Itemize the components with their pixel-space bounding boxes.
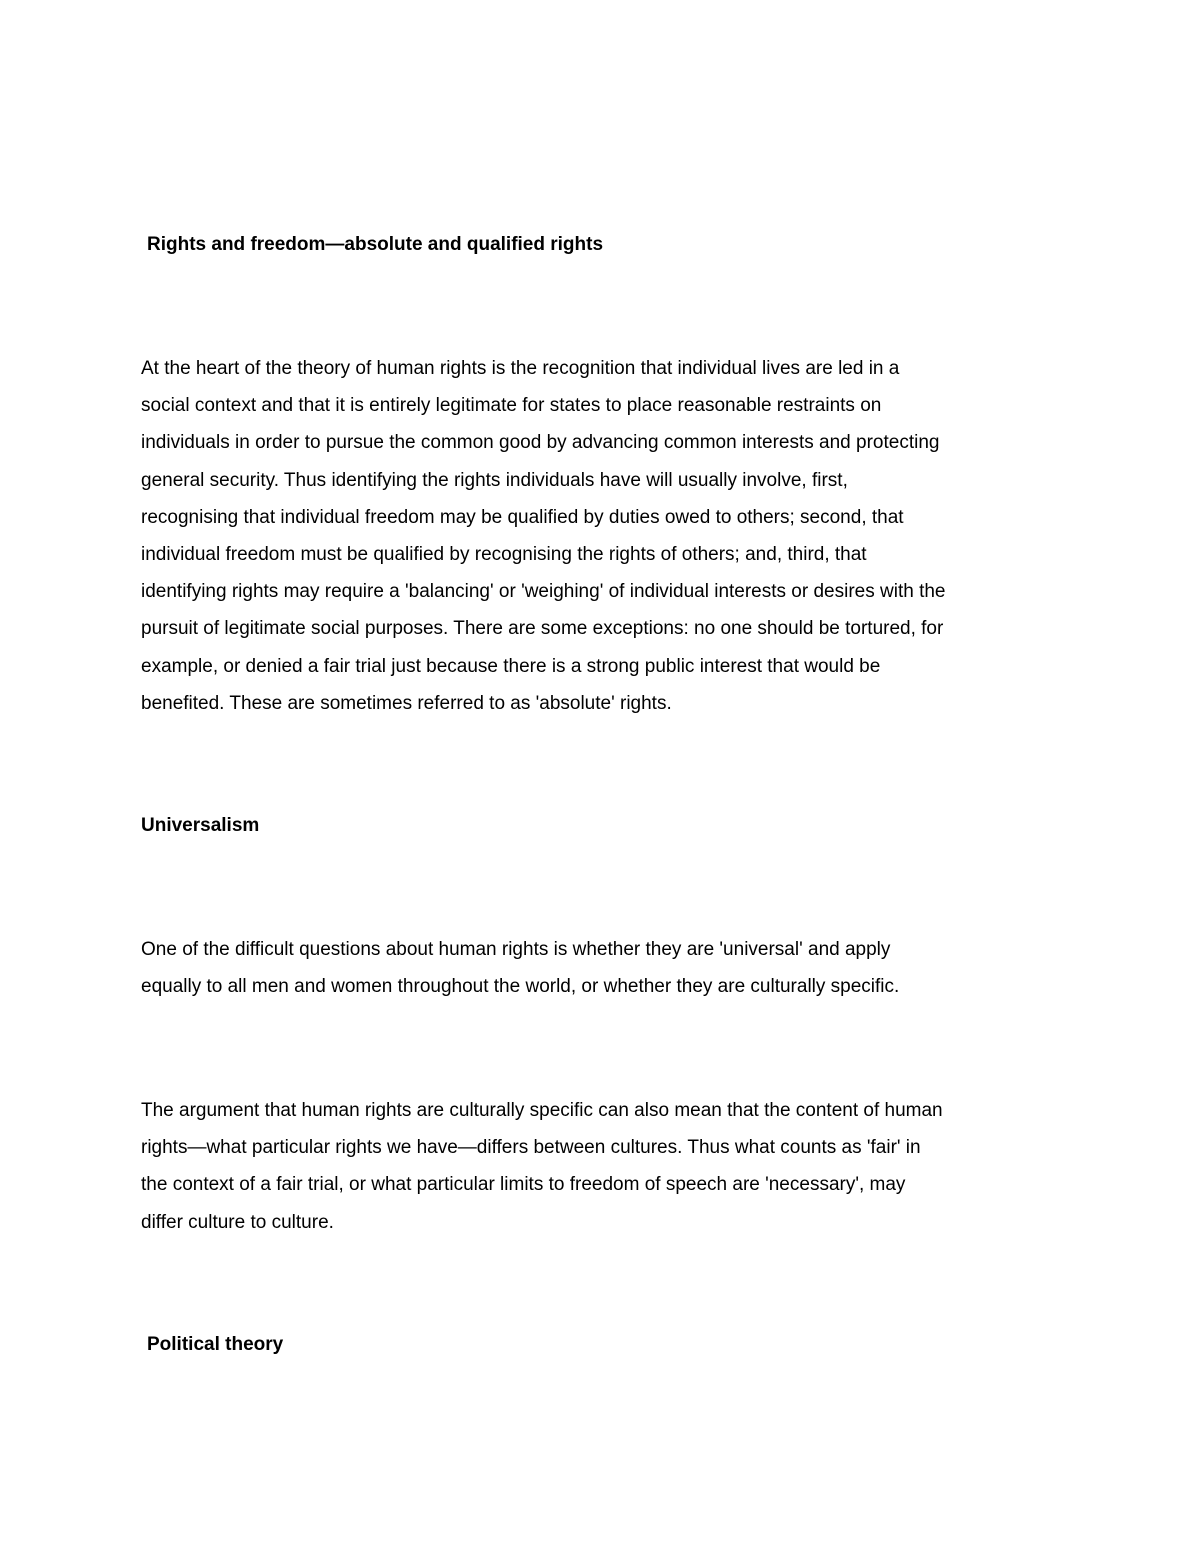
text-line: differ culture to culture.	[141, 1211, 334, 1233]
heading-political-theory: Political theory	[147, 1334, 284, 1355]
text-line: The argument that human rights are culturally specific can also mean that the content of human	[141, 1100, 943, 1121]
text-line: individual freedom must be qualified by recognising the rights of others; and, third, that	[141, 544, 867, 566]
text-line: example, or denied a fair trial just because there is a strong public interest that would be	[141, 655, 881, 677]
paragraph-universalism	[141, 931, 1071, 1005]
text-line: social context and that it is entirely legitimate for states to place reasonable restraints on	[141, 395, 882, 417]
text-line: rights—what particular rights we have—differs between cultures. Thus what counts as 'fair' in	[141, 1137, 921, 1159]
text-line: One of the difficult questions about human rights is whether they are 'universal' and apply	[141, 939, 891, 960]
text-line: At the heart of the theory of human rights is the recognition that individual lives are led in a	[141, 358, 900, 379]
text-line: benefited. These are sometimes referred to as 'absolute' rights.	[141, 692, 672, 714]
heading-universalism: Universalism	[141, 815, 260, 836]
paragraph-cultural-specificity	[141, 1092, 1071, 1241]
text-line: the context of a fair trial, or what particular limits to freedom of speech are 'necessary', may	[141, 1174, 906, 1196]
text-line: recognising that individual freedom may be qualified by duties owed to others; second, that	[141, 506, 904, 528]
text-line: equally to all men and women throughout the world, or whether they are culturally specific.	[141, 976, 900, 998]
text-line: pursuit of legitimate social purposes. There are some exceptions: no one should be tortured, for	[141, 618, 944, 640]
text-line: general security. Thus identifying the rights individuals have will usually involve, first,	[141, 469, 848, 491]
text-line: individuals in order to pursue the common good by advancing common interests and protecting	[141, 432, 940, 454]
heading-rights-and-freedom: Rights and freedom—absolute and qualified rights	[147, 234, 604, 255]
text-line: identifying rights may require a 'balancing' or 'weighing' of individual interests or desires with the	[141, 581, 946, 603]
paragraph-rights	[141, 350, 1071, 722]
